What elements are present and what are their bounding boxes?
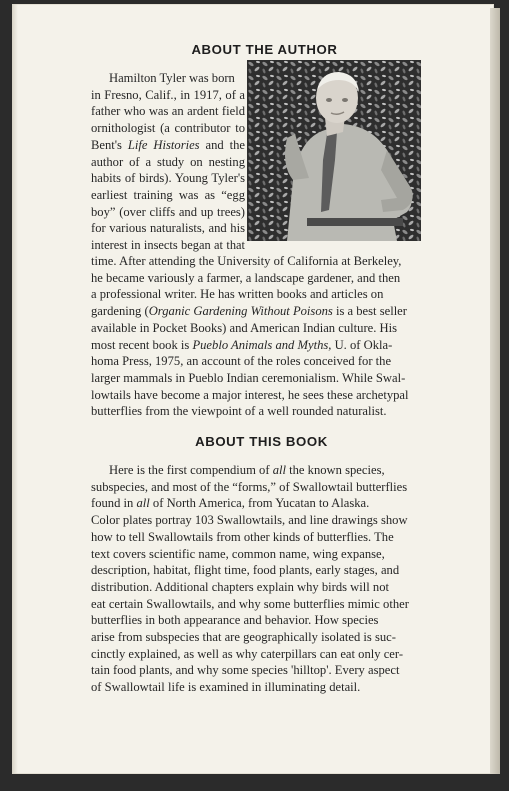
book-desc-line: of Swallowtail life is examined in illuminating detail. [91, 680, 361, 695]
book-desc-line: description, habitat, flight time, food plants, early stages, and [91, 563, 400, 578]
author-portrait-image [247, 60, 421, 241]
author-bio-line: for various naturalists, and his [91, 221, 245, 236]
book-desc-line: text covers scientific name, common name, wing expanse, [91, 546, 385, 561]
about-book-heading: ABOUT THIS BOOK [195, 434, 328, 449]
book-desc-line: distribution. Additional chapters explain why birds will not [91, 579, 390, 594]
author-bio-line: he became variously a farmer, a landscape gardener, and then [91, 270, 401, 285]
book-desc-line: butterflies in both appearance and behavior. How species [91, 613, 379, 628]
book-desc-line: Color plates portray 103 Swallowtails, and line drawings show [91, 513, 408, 528]
book-desc-line: how to tell Swallowtails from other kinds of butterflies. The [91, 529, 394, 544]
author-bio-full-width [91, 253, 424, 420]
author-bio-line: most recent book is Pueblo Animals and Myths, U. of Okla- [91, 337, 393, 352]
book-desc-line: eat certain Swallowtails, and why some butterflies mimic other [91, 596, 409, 611]
author-bio-line: Bent's Life Histories and the [91, 137, 246, 152]
author-bio-line: interest in insects began at that [91, 238, 245, 253]
book-desc-line: found in all of North America, from Yucatan to Alaska. [91, 496, 370, 511]
flap-fold-shadow [12, 4, 18, 774]
author-bio-line: Hamilton Tyler was born [109, 71, 235, 85]
book-desc-line: cinctly explained, as well as why caterpillars can eat only cer- [91, 646, 404, 661]
book-description [91, 462, 424, 696]
author-portrait-photo [247, 60, 421, 241]
author-bio-line: habits of birds). Young Tyler's [91, 171, 245, 186]
book-desc-line: subspecies, and most of the “forms,” of Swallowtail butterflies [91, 479, 408, 494]
author-bio-line: earliest training was as “egg [91, 187, 245, 202]
author-bio-line: gardening (Organic Gardening Without Poisons is a best seller [91, 304, 407, 319]
author-bio-line: homa Press, 1975, an account of the roles conceived for the [91, 354, 392, 369]
author-bio-line: boy” (over cliffs and up trees) [91, 204, 245, 219]
about-author-heading: ABOUT THE AUTHOR [191, 42, 338, 57]
author-bio-line: ornithologist (a contributor to [91, 121, 245, 136]
book-desc-line: Here is the first compendium of all the known species, [109, 463, 385, 477]
author-bio-line: time. After attending the University of California at Berkeley, [91, 254, 402, 268]
book-desc-line: tain food plants, and why some species 'hilltop'. Every aspect [91, 663, 400, 678]
book-desc-line: arise from subspecies that are geographically isolated is suc- [91, 630, 396, 645]
author-bio-line: available in Pocket Books) and American Indian culture. His [91, 320, 398, 335]
author-bio-wrapped [91, 70, 245, 254]
author-bio-line: author of a study on nesting [91, 154, 245, 169]
author-bio-line: lowtails have become a major interest, he sees these archetypal [91, 387, 409, 402]
page-edge [490, 8, 500, 774]
author-bio-line: a professional writer. He has written books and articles on [91, 287, 384, 302]
author-bio-line: larger mammals in Pueblo Indian ceremonialism. While Swal- [91, 370, 406, 385]
author-bio-line: father who was an ardent field [91, 104, 245, 119]
author-bio-line: butterflies from the viewpoint of a well rounded naturalist. [91, 404, 387, 419]
author-bio-line: in Fresno, Calif., in 1917, of a [91, 87, 245, 102]
